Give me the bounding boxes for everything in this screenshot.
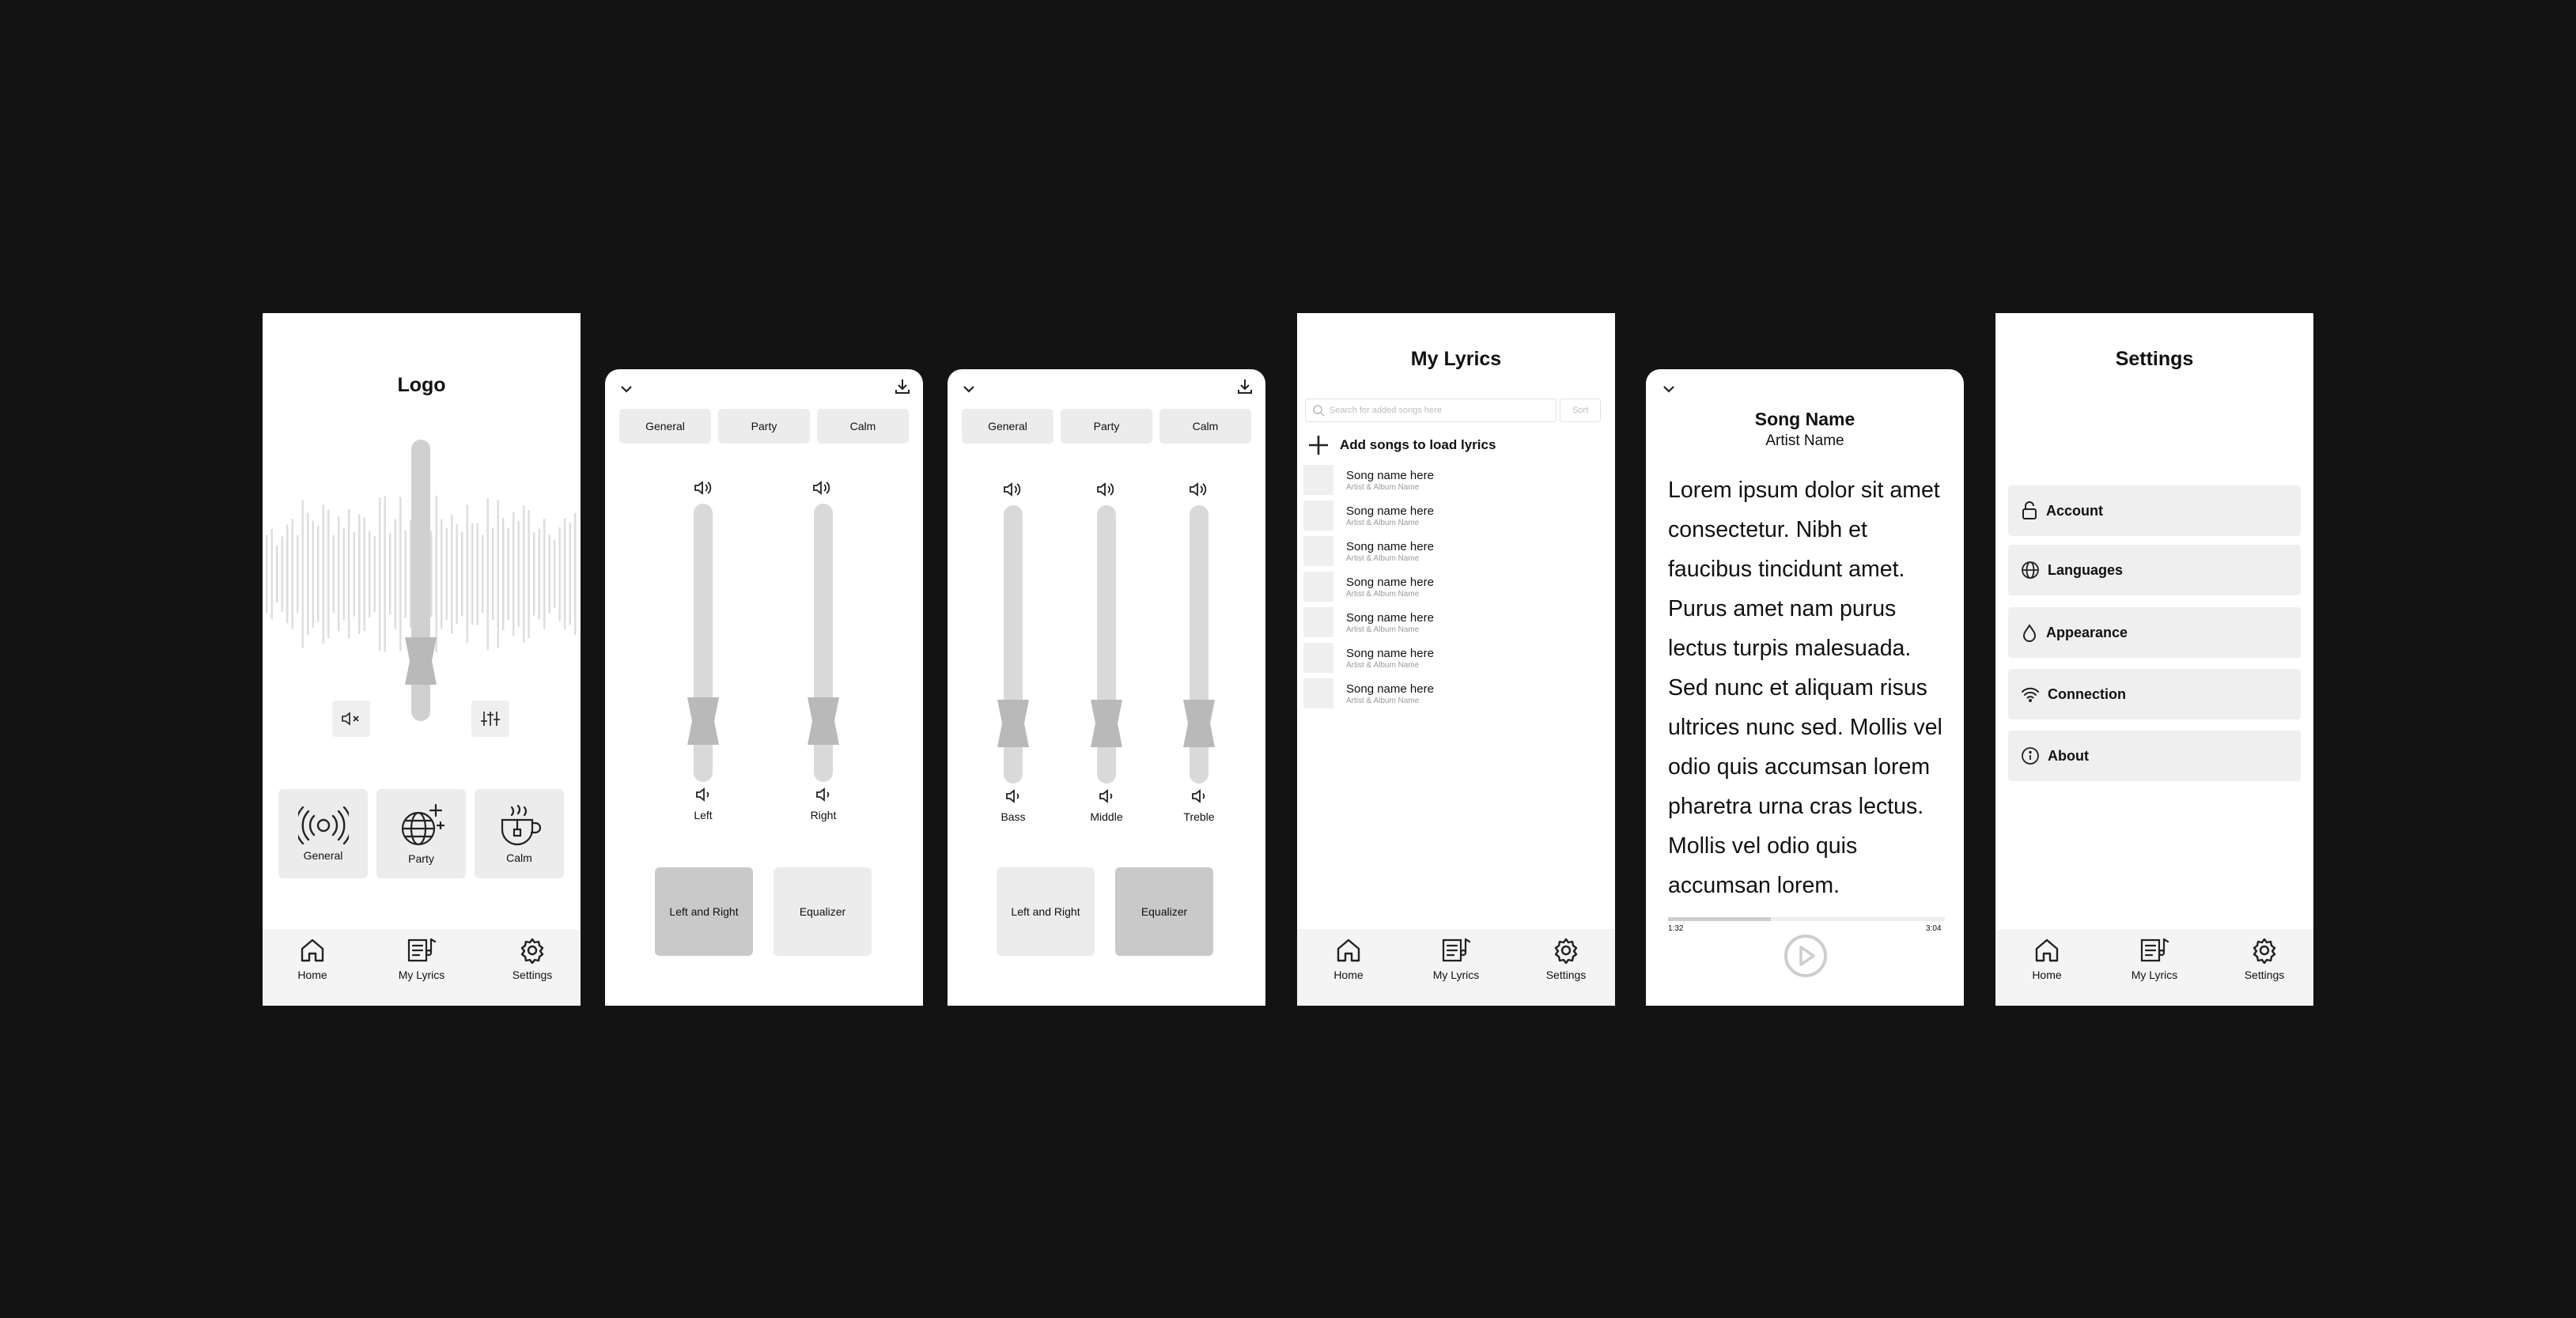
song-name: Song name here [1346, 646, 1434, 660]
waveform-bar [564, 519, 566, 629]
bottom-nav [1297, 929, 1615, 1006]
settings-item-languages[interactable] [2008, 545, 2301, 595]
album-art [1303, 536, 1333, 566]
nav-settings[interactable] [2221, 937, 2308, 981]
tea-cup-icon [497, 804, 542, 847]
equalizer-button[interactable]: Equalizer [774, 867, 872, 956]
waveform-bar [492, 528, 494, 620]
waveform-bar [384, 497, 386, 652]
speaker-low-icon [1099, 788, 1116, 804]
page-title: My Lyrics [1410, 348, 1502, 370]
home-icon [299, 937, 326, 964]
song-name: Song name here [1346, 539, 1434, 553]
nav-home-label: Home [297, 969, 327, 981]
speaker-low-icon [695, 787, 713, 803]
left-slider-thumb[interactable] [687, 697, 719, 745]
chevron-down-icon[interactable] [619, 383, 634, 395]
list-item[interactable] [1303, 534, 1604, 568]
nav-my-lyrics[interactable] [1413, 937, 1500, 981]
mode-calm-button[interactable] [475, 789, 564, 878]
tab-party[interactable]: Party [718, 409, 810, 444]
tab-calm[interactable]: Calm [1159, 409, 1251, 444]
song-name: Song name here [1346, 575, 1434, 589]
list-item[interactable] [1303, 463, 1604, 497]
waveform-bar [471, 523, 473, 625]
nav-home[interactable] [2003, 937, 2090, 981]
waveform-bar [436, 496, 437, 652]
play-icon[interactable] [1784, 934, 1828, 978]
settings-item-label: Connection [2048, 685, 2126, 702]
list-item[interactable] [1303, 641, 1604, 674]
home-screen [263, 313, 581, 1006]
waveform-bar [312, 520, 314, 627]
waveform-bar [549, 534, 550, 614]
gear-icon [2251, 937, 2278, 964]
home-icon [2033, 937, 2060, 964]
waveform-bar [508, 528, 509, 620]
my-lyrics-screen [1297, 313, 1615, 1006]
progress-bar[interactable] [1668, 917, 1945, 921]
sort-button[interactable]: Sort [1560, 398, 1601, 422]
waveform-bar [539, 529, 540, 620]
tab-general[interactable]: General [619, 409, 711, 444]
waveform-bar [286, 525, 288, 624]
waveform-bar [364, 517, 365, 631]
nav-settings-label: Settings [2244, 969, 2285, 981]
waveform-bar [502, 518, 504, 630]
nav-home[interactable] [269, 937, 356, 981]
equalizer-button[interactable]: Equalizer [1115, 867, 1213, 956]
search-placeholder: Search for added songs here [1330, 406, 1442, 415]
progress-fill [1668, 917, 1771, 921]
elapsed-time: 1:32 [1668, 924, 1684, 933]
song-artist: Artist & Album Name [1346, 625, 1420, 634]
song-artist: Artist & Album Name [1346, 589, 1420, 599]
speaker-low-icon [1005, 788, 1023, 804]
home-icon [1335, 937, 1362, 964]
list-item[interactable] [1303, 499, 1604, 532]
left-slider-label: Left [694, 809, 713, 821]
waveform-bar [292, 519, 293, 629]
bass-slider-label: Bass [1001, 810, 1026, 823]
song-title: Song Name [1754, 409, 1855, 429]
settings-item-label: About [2048, 747, 2089, 764]
waveform-bar [302, 500, 304, 648]
bottom-nav [1995, 929, 2313, 1006]
waveform-bar [569, 523, 571, 625]
waveform-bar [358, 514, 360, 634]
tab-general[interactable]: General [962, 409, 1053, 444]
waveform-bar [482, 535, 483, 614]
nav-settings-label: Settings [1545, 969, 1587, 981]
mode-party-button[interactable] [376, 789, 466, 878]
song-artist: Artist & Album Name [1346, 696, 1420, 705]
waveform-bar [343, 528, 345, 620]
plus-icon [1307, 433, 1330, 457]
song-name: Song name here [1346, 682, 1434, 696]
droplet-icon [2021, 623, 2038, 642]
left-and-right-button[interactable]: Left and Right [655, 867, 753, 956]
download-icon[interactable] [1235, 377, 1254, 396]
waveform-bar [389, 533, 391, 614]
page-title: Settings [2115, 348, 2194, 370]
mode-party-label: Party [408, 852, 434, 865]
waveform-bar [317, 526, 319, 621]
waveform-bar [513, 512, 514, 636]
waveform-bar [451, 515, 452, 633]
equalizer-screen [948, 369, 1265, 1006]
song-artist: Artist & Album Name [1346, 518, 1420, 527]
waveform-bar [271, 529, 273, 619]
list-item[interactable] [1303, 606, 1604, 639]
wifi-icon [2021, 685, 2040, 703]
right-slider-thumb[interactable] [808, 697, 839, 745]
waveform-bar [338, 517, 339, 632]
song-name: Song name here [1346, 610, 1434, 625]
waveform-bar [554, 540, 555, 608]
waveform-bar [399, 497, 401, 651]
song-name: Song name here [1346, 504, 1434, 518]
nav-my-lyrics-label: My Lyrics [398, 969, 445, 981]
waveform-bar [533, 533, 535, 616]
song-artist: Artist & Album Name [1346, 660, 1420, 670]
album-art [1303, 643, 1333, 673]
broadcast-icon [298, 806, 349, 844]
waveform-bar [348, 509, 350, 639]
settings-item-appearance[interactable] [2008, 607, 2301, 658]
waveform-bar [523, 505, 524, 642]
album-art [1303, 500, 1333, 531]
bass-slider-thumb[interactable] [997, 700, 1029, 747]
nav-my-lyrics[interactable] [378, 937, 465, 981]
song-artist: Artist & Album Name [1346, 482, 1420, 492]
treble-slider-label: Treble [1183, 810, 1215, 823]
song-artist: Artist & Album Name [1346, 553, 1420, 563]
lyrics-player-screen [1646, 369, 1964, 1006]
waveform-bar [441, 519, 442, 629]
search-icon [1312, 404, 1325, 417]
waveform-bar [487, 498, 489, 650]
logo: Logo [397, 374, 446, 396]
speaker-low-icon [1191, 788, 1209, 804]
speaker-low-icon [815, 787, 833, 803]
equalizer-button[interactable] [471, 701, 509, 737]
album-art [1303, 678, 1333, 708]
settings-item-about[interactable] [2008, 731, 2301, 781]
bottom-nav [263, 929, 581, 1006]
settings-item-label: Languages [2048, 561, 2124, 578]
list-item[interactable] [1303, 570, 1604, 603]
album-art [1303, 465, 1333, 495]
balance-screen [605, 369, 923, 1006]
nav-settings-label: Settings [512, 969, 553, 981]
lyrics-text: Lorem ipsum dolor sit amet consectetur. Nibh et faucibus tincidunt amet. Purus amet nam purus lectus turpis malesuada. Sed nunc et aliquam risus ultrices nunc sed. Mollis vel odio quis accumsan lorem pharetra urna cras lectus. Mollis vel odio quis accumsan lorem. [1668, 478, 1942, 898]
mode-calm-label: Calm [506, 851, 532, 864]
lyrics-icon [1440, 937, 1472, 964]
mute-icon [341, 711, 361, 727]
lock-icon [2021, 501, 2038, 520]
waveform-bar [456, 524, 458, 624]
waveform-bar [395, 519, 396, 629]
waveform-bar [467, 504, 468, 643]
waveform-bar [528, 510, 530, 638]
info-icon [2021, 746, 2040, 765]
middle-slider-thumb[interactable] [1091, 700, 1122, 747]
waveform-bar [477, 523, 479, 625]
nav-home-label: Home [1333, 969, 1364, 981]
waveform-bar [446, 528, 448, 620]
waveform-bar [327, 510, 329, 638]
waveform-bar [307, 513, 308, 636]
album-art [1303, 572, 1333, 602]
nav-my-lyrics[interactable] [2111, 937, 2198, 981]
tab-party[interactable]: Party [1061, 409, 1152, 444]
middle-slider-label: Middle [1090, 810, 1123, 823]
nav-my-lyrics-label: My Lyrics [2131, 969, 2178, 981]
mode-general-label: General [303, 848, 343, 862]
waveform-bar [354, 531, 355, 616]
sliders-icon [480, 710, 501, 727]
duration-time: 3:04 [1926, 924, 1942, 933]
speaker-icon [1096, 482, 1115, 497]
settings-item-connection[interactable] [2008, 669, 2301, 719]
settings-item-label: Account [2046, 502, 2103, 519]
waveform-bar [405, 531, 407, 618]
add-songs-label: Add songs to load lyrics [1340, 437, 1496, 452]
mode-general-button[interactable] [278, 789, 368, 878]
nav-home-label: Home [2032, 969, 2062, 981]
search-input[interactable] [1305, 398, 1557, 422]
tab-calm[interactable]: Calm [817, 409, 909, 444]
song-name: Song name here [1346, 468, 1434, 482]
waveform-bar [559, 527, 561, 621]
speaker-icon [694, 480, 713, 496]
waveform-bar [379, 497, 380, 650]
waveform-bar [276, 545, 278, 602]
mute-button[interactable] [332, 701, 370, 737]
waveform-bar [282, 536, 283, 611]
waveform-bar [497, 500, 499, 648]
globe-icon [2021, 561, 2040, 580]
artist-name: Artist Name [1765, 432, 1844, 449]
gear-icon [519, 937, 546, 964]
download-icon[interactable] [893, 377, 912, 396]
nav-my-lyrics-label: My Lyrics [1432, 969, 1480, 981]
waveform-bar [369, 531, 370, 617]
album-art [1303, 607, 1333, 637]
waveform-bar [266, 535, 267, 614]
speaker-icon [1189, 482, 1208, 497]
settings-item-label: Appearance [2046, 624, 2128, 640]
waveform-bar [297, 535, 298, 614]
disco-ball-icon [398, 803, 445, 848]
nav-settings[interactable] [1523, 937, 1610, 981]
waveform-bar [374, 536, 376, 612]
settings-screen [1995, 313, 2313, 1006]
waveform-bar [323, 504, 324, 644]
speaker-icon [812, 480, 831, 496]
waveform-bar [333, 535, 335, 613]
waveform-bar [518, 521, 520, 627]
gear-icon [1553, 937, 1579, 964]
nav-home[interactable] [1305, 937, 1392, 981]
lyrics-icon [406, 937, 437, 964]
waveform-bar [461, 532, 463, 617]
waveform-bar [574, 513, 576, 636]
right-slider-label: Right [810, 809, 837, 821]
lyrics-icon [2139, 937, 2170, 964]
nav-settings[interactable] [489, 937, 576, 981]
waveform-bar [543, 519, 545, 629]
chevron-down-icon[interactable] [1662, 383, 1676, 395]
list-item[interactable] [1303, 677, 1604, 710]
settings-item-account[interactable] [2008, 485, 2301, 536]
add-songs-button[interactable] [1307, 433, 1496, 457]
speaker-icon [1003, 482, 1022, 497]
left-and-right-button[interactable]: Left and Right [997, 867, 1095, 956]
waveform-bar [430, 531, 432, 617]
volume-slider-thumb[interactable] [405, 637, 437, 685]
chevron-down-icon[interactable] [962, 383, 976, 395]
treble-slider-thumb[interactable] [1183, 700, 1215, 747]
